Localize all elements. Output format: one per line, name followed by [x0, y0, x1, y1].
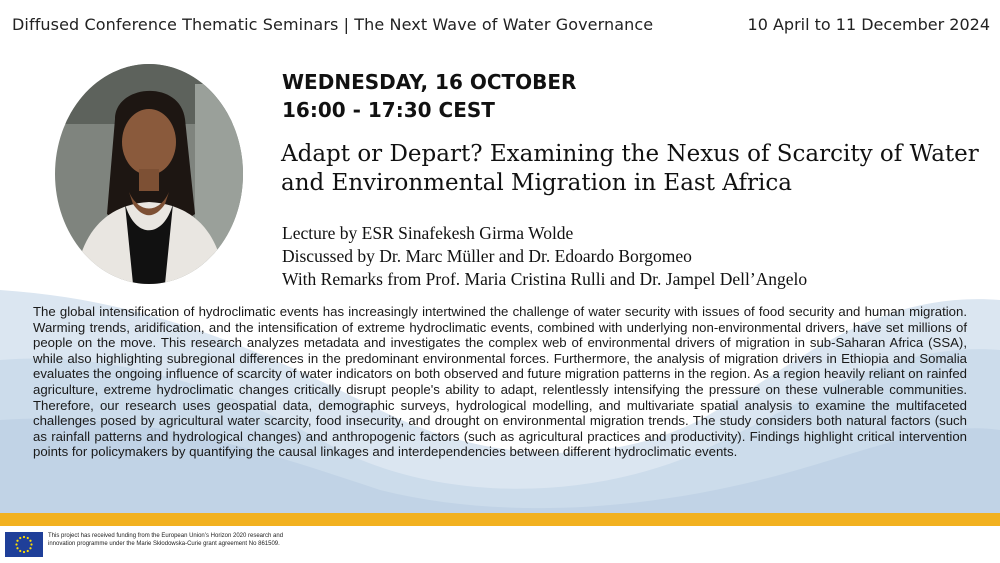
discussants-line: Discussed by Dr. Marc Müller and Dr. Edoardo Borgomeo: [282, 246, 692, 266]
date-range: 10 April to 11 December 2024: [747, 15, 990, 34]
funding-notice: This project has received funding from the European Union’s Horizon 2020 research and innovation programme under the Marie Skłodowska-Curie grant agreement No 861509.: [48, 533, 284, 547]
event-time: 16:00 - 17:30 CEST: [282, 98, 495, 122]
lecturer-line: Lecture by ESR Sinafekesh Girma Wolde: [282, 223, 574, 243]
speaker-photo: [55, 64, 243, 284]
event-datetime: [282, 68, 576, 124]
footer-accent-bar: [0, 513, 1000, 526]
abstract-text: The global intensification of hydroclimatic events has increasingly intertwined the challenge of water security with issues of food security and human migration. Warming trends, aridification, and the intensification of extreme hydroclimatic events, combined with underlying non-environmental drivers, have set millions of people on the move. This research analyzes metadata and investigates the complex web of environmental drivers of migration in sub-Saharan Africa (SSA), while also highlighting subregional differences in the predominant environmental forces. Furthermore, the analysis of migration drivers in Ethiopia and Somalia evaluates the ongoing influence of scarcity of water indicators on both observed and future migration patterns in the region. As a region heavily reliant on rainfed agriculture, extreme hydroclimatic changes critically disrupt people's ability to adapt, relentlessly intensifying the pressure on these vulnerable communities. Therefore, our research uses geospatial data, demographic surveys, hydrological modelling, and multivariate spatial analysis to examine the multifaceted challenges posed by agricultural water scarcity, food insecurity, and drought on environmental migration trends. The study considers both natural factors (such as rainfall patterns and hydrological changes) and anthropogenic factors (such as agricultural practices and productivity). Findings highlight critical intervention points for policymakers by quantifying the causal linkages and interdependencies between different hydroclimatic events.: [33, 304, 967, 460]
talk-title: Adapt or Depart? Examining the Nexus of Scarcity of Water and Environmental Migration in East Africa: [281, 141, 979, 196]
eu-flag-icon: [5, 532, 43, 557]
event-day: WEDNESDAY, 16 OCTOBER: [282, 70, 577, 94]
series-title: Diffused Conference Thematic Seminars | The Next Wave of Water Governance: [12, 15, 654, 34]
remarks-line: With Remarks from Prof. Maria Cristina Rulli and Dr. Jampel Dell’Angelo: [282, 269, 808, 289]
speakers-block: [282, 222, 807, 291]
